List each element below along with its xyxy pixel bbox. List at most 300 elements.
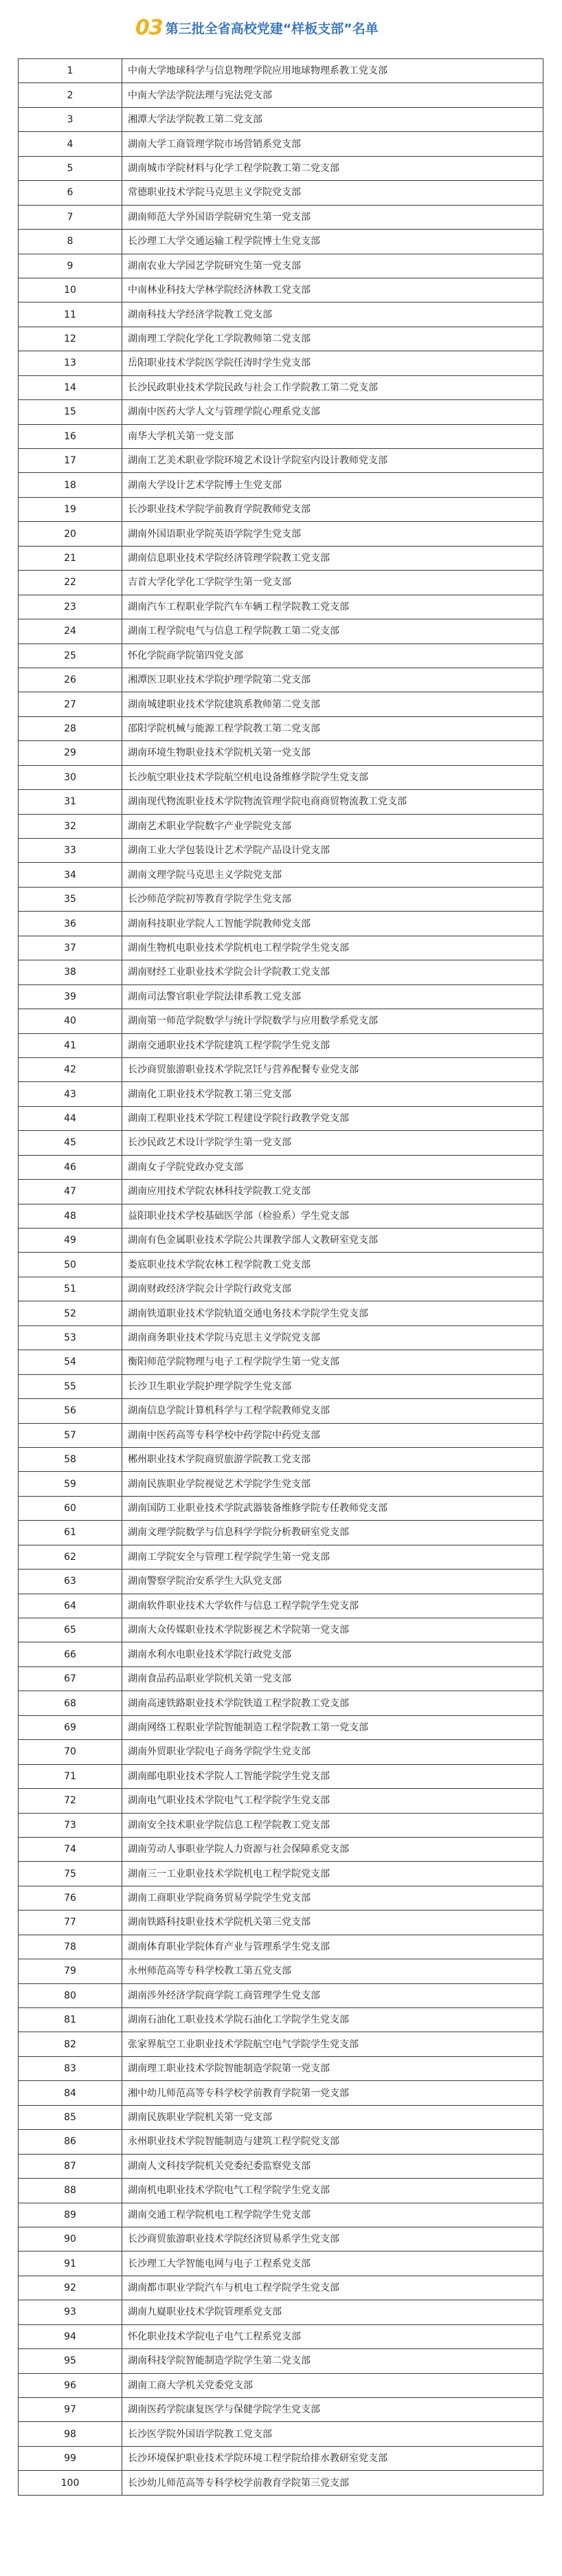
row-number: 13: [19, 351, 122, 375]
table-row: [19, 1837, 543, 1861]
branch-name: 湖南工业大学包装设计艺术学院产品设计党支部: [122, 839, 543, 863]
row-number: 27: [19, 692, 122, 716]
row-number: 87: [19, 2154, 122, 2178]
branch-name: 湖南生物机电职业技术学院机电工程学院学生党支部: [122, 936, 543, 960]
branch-name: 湖南文理学院马克思主义学院党支部: [122, 863, 543, 887]
branch-name: 湖南外国语职业学院英语学院学生党支部: [122, 522, 543, 546]
branch-name: 湖南应用技术学院农林科技学院教工党支部: [122, 1180, 543, 1204]
row-number: 4: [19, 132, 122, 156]
row-number: 67: [19, 1666, 122, 1691]
branch-name: 湖南九嶷职业技术学院管理系党支部: [122, 2300, 543, 2324]
branch-name: 湖南人文科技学院机关党委纪委监察党支部: [122, 2154, 543, 2178]
table-row: [19, 1350, 543, 1374]
branch-name: 湖南信息学院计算机科学与工程学院教师党支部: [122, 1399, 543, 1423]
row-number: 20: [19, 522, 122, 546]
table-row: [19, 327, 543, 351]
branch-name: 湖南网络工程职业学院智能制造工程学院教工第一党支部: [122, 1715, 543, 1739]
table-row: [19, 936, 543, 960]
table-row: [19, 1789, 543, 1813]
row-number: 69: [19, 1715, 122, 1739]
table-row: [19, 449, 543, 473]
row-number: 66: [19, 1642, 122, 1666]
row-number: 49: [19, 1229, 122, 1253]
table-row: [19, 1764, 543, 1788]
branch-name: 湖南第一师范学院数学与统计学院数学与应用数学系党支部: [122, 1009, 543, 1033]
table-row: [19, 1545, 543, 1569]
table-row: [19, 1740, 543, 1764]
branch-name: 湖南工艺美术职业学院环境艺术设计学院室内设计教师党支部: [122, 449, 543, 473]
table-row: [19, 181, 543, 205]
row-number: 46: [19, 1155, 122, 1179]
table-row: [19, 984, 543, 1009]
row-number: 11: [19, 302, 122, 327]
branch-name: 湖南中医药高等专科学校中药学院中药党支部: [122, 1423, 543, 1447]
table-row: [19, 400, 543, 424]
row-number: 22: [19, 571, 122, 595]
row-number: 60: [19, 1496, 122, 1520]
branch-name: 湖南交通职业技术学院建筑工程学院学生党支部: [122, 1033, 543, 1057]
row-number: 38: [19, 960, 122, 984]
branch-name: 湖南民族职业学院视觉艺术学院学生党支部: [122, 1472, 543, 1496]
row-number: 88: [19, 2179, 122, 2203]
branch-name: 湖南铁路科技职业技术学院机关第三党支部: [122, 1911, 543, 1935]
branch-name: 湖南工学院安全与管理工程学院学生第一党支部: [122, 1545, 543, 1569]
table-row: [19, 2422, 543, 2446]
branch-name: 长沙民政艺术设计学院学生第一党支部: [122, 1131, 543, 1155]
table-row: [19, 205, 543, 229]
row-number: 53: [19, 1325, 122, 1350]
table-row: [19, 546, 543, 570]
row-number: 36: [19, 912, 122, 936]
row-number: 5: [19, 156, 122, 180]
row-number: 48: [19, 1204, 122, 1228]
row-number: 91: [19, 2252, 122, 2276]
row-number: 72: [19, 1789, 122, 1813]
list-heading: [135, 14, 379, 41]
row-number: 59: [19, 1472, 122, 1496]
row-number: 79: [19, 1959, 122, 1983]
table-row: [19, 473, 543, 497]
section-number: 03: [135, 15, 163, 40]
table-row: [19, 1886, 543, 1910]
table-row: [19, 230, 543, 254]
row-number: 30: [19, 765, 122, 789]
branch-name: 湖南外贸职业学院电子商务学院学生党支部: [122, 1740, 543, 1764]
row-number: 50: [19, 1253, 122, 1277]
table-row: [19, 2373, 543, 2397]
branch-name: 湖南理工学院化学化工学院教师第二党支部: [122, 327, 543, 351]
branch-name: 长沙职业技术学院学前教育学院教师党支部: [122, 497, 543, 521]
row-number: 86: [19, 2130, 122, 2154]
row-number: 84: [19, 2081, 122, 2105]
branch-name: 湖南司法警官职业学院法律系教工党支部: [122, 984, 543, 1009]
table-row: [19, 1959, 543, 1983]
table-row: [19, 1691, 543, 1715]
table-row: [19, 2398, 543, 2422]
branch-name: 湖南化工职业技术学院教工第三党支部: [122, 1082, 543, 1106]
row-number: 51: [19, 1277, 122, 1301]
table-row: [19, 1082, 543, 1106]
table-row: [19, 2105, 543, 2129]
table-row: [19, 887, 543, 911]
branch-name: 湖南艺术职业学院数字产业学院党支部: [122, 814, 543, 838]
table-row: [19, 2154, 543, 2178]
row-number: 31: [19, 790, 122, 814]
row-number: 44: [19, 1106, 122, 1130]
row-number: 71: [19, 1764, 122, 1788]
row-number: 96: [19, 2373, 122, 2397]
branch-name: 湖南石油化工职业技术学院石油化工学院学生党支部: [122, 2008, 543, 2032]
branch-name: 湖南交通工程学院机电工程学院学生党支部: [122, 2203, 543, 2227]
row-number: 35: [19, 887, 122, 911]
branch-name: 怀化职业技术学院电子电气工程系党支部: [122, 2324, 543, 2348]
table-row: [19, 765, 543, 789]
branch-name: 长沙幼儿师范高等专科学校学前教育学院第三党支部: [122, 2471, 543, 2495]
row-number: 37: [19, 936, 122, 960]
branch-name: 长沙环境保护职业技术学院环境工程学院给排水教研室党支部: [122, 2446, 543, 2470]
branch-name: 湖南医药学院康复医学与保健学院学生党支部: [122, 2398, 543, 2422]
table-row: [19, 1057, 543, 1081]
row-number: 75: [19, 1862, 122, 1886]
table-row: [19, 2032, 543, 2056]
branch-name: 湖南安全技术职业学院信息工程学院教工党支部: [122, 1813, 543, 1837]
table-row: [19, 716, 543, 740]
row-number: 12: [19, 327, 122, 351]
table-row: [19, 1911, 543, 1935]
branch-name: 湖南汽车工程职业学院汽车车辆工程学院教工党支部: [122, 595, 543, 619]
row-number: 61: [19, 1521, 122, 1545]
branch-name: 湖南大学工商管理学院市场营销系党支部: [122, 132, 543, 156]
table-row: [19, 497, 543, 521]
row-number: 26: [19, 668, 122, 692]
table-row: [19, 59, 543, 83]
table-row: [19, 278, 543, 302]
branch-name: 湖南城建职业技术学院建筑系教师第二党支部: [122, 692, 543, 716]
table-row: [19, 2008, 543, 2032]
row-number: 7: [19, 205, 122, 229]
row-number: 82: [19, 2032, 122, 2056]
table-row: [19, 375, 543, 399]
branch-name: 长沙民政职业技术学院民政与社会工作学院教工第二党支部: [122, 375, 543, 399]
branch-name: 湖南食品药品职业学院机关第一党支部: [122, 1666, 543, 1691]
table-row: [19, 1472, 543, 1496]
row-number: 42: [19, 1057, 122, 1081]
row-number: 78: [19, 1935, 122, 1959]
row-number: 57: [19, 1423, 122, 1447]
row-number: 29: [19, 741, 122, 765]
branch-name: 湘潭医卫职业技术学院护理学院第二党支部: [122, 668, 543, 692]
branch-name: 湖南机电职业技术学院电气工程学院学生党支部: [122, 2179, 543, 2203]
row-number: 8: [19, 230, 122, 254]
row-number: 98: [19, 2422, 122, 2446]
row-number: 62: [19, 1545, 122, 1569]
row-number: 97: [19, 2398, 122, 2422]
table-row: [19, 1862, 543, 1886]
row-number: 80: [19, 1983, 122, 2007]
row-number: 9: [19, 254, 122, 278]
branch-name: 长沙卫生职业学院护理学院学生党支部: [122, 1374, 543, 1398]
table-row: [19, 839, 543, 863]
row-number: 92: [19, 2276, 122, 2300]
row-number: 10: [19, 278, 122, 302]
row-number: 63: [19, 1570, 122, 1594]
branch-name: 衡阳师范学院物理与电子工程学院学生第一党支部: [122, 1350, 543, 1374]
branch-name: 湖南电气职业技术学院电气工程学院学生党支部: [122, 1789, 543, 1813]
branch-name: 中南大学法学院法理与宪法党支部: [122, 83, 543, 107]
branch-name: 湖南财经工业职业技术学院会计学院教工党支部: [122, 960, 543, 984]
table-row: [19, 2324, 543, 2348]
table-row: [19, 1521, 543, 1545]
branch-name: 益阳职业技术学校基础医学部（检验系）学生党支部: [122, 1204, 543, 1228]
table-row: [19, 1715, 543, 1739]
branch-name: 永州师范高等专科学校教工第五党支部: [122, 1959, 543, 1983]
table-row: [19, 741, 543, 765]
branch-name: 湖南大众传媒职业技术学院影视艺术学院第一党支部: [122, 1618, 543, 1642]
table-row: [19, 1229, 543, 1253]
row-number: 33: [19, 839, 122, 863]
table-row: [19, 1642, 543, 1666]
table-row: [19, 960, 543, 984]
row-number: 76: [19, 1886, 122, 1910]
row-number: 85: [19, 2105, 122, 2129]
branch-name: 湖南邮电职业技术学院人工智能学院学生党支部: [122, 1764, 543, 1788]
branch-name: 长沙商贸旅游职业技术学院经济贸易系学生党支部: [122, 2227, 543, 2251]
row-number: 45: [19, 1131, 122, 1155]
row-number: 52: [19, 1301, 122, 1325]
branch-name: 湖南工商职业学院商务贸易学院学生党支部: [122, 1886, 543, 1910]
branch-name: 岳阳职业技术学院医学院任涛时学生党支部: [122, 351, 543, 375]
branch-name: 湖南水利水电职业技术学院行政党支部: [122, 1642, 543, 1666]
branch-name: 长沙医学院外国语学院教工党支部: [122, 2422, 543, 2446]
table-row: [19, 1009, 543, 1033]
branch-name: 湖南文理学院数学与信息科学学院分析教研室党支部: [122, 1521, 543, 1545]
branch-name: 湖南涉外经济学院商学院工商管理学生党支部: [122, 1983, 543, 2007]
table-row: [19, 1447, 543, 1471]
branch-name: 湖南铁道职业技术学院轨道交通电务技术学院学生党支部: [122, 1301, 543, 1325]
row-number: 18: [19, 473, 122, 497]
row-number: 68: [19, 1691, 122, 1715]
table-row: [19, 522, 543, 546]
branch-name: 湖南环境生物职业技术学院机关第一党支部: [122, 741, 543, 765]
row-number: 56: [19, 1399, 122, 1423]
branch-name: 湖南三一工业职业技术学院机电工程学院党支部: [122, 1862, 543, 1886]
branch-name: 湖南工程职业技术学院工程建设学院行政教学党支部: [122, 1106, 543, 1130]
branch-name: 湖南软件职业技术大学软件与信息工程学院学生党支部: [122, 1594, 543, 1618]
table-row: [19, 619, 543, 643]
row-number: 39: [19, 984, 122, 1009]
table-row: [19, 2081, 543, 2105]
branch-name: 中南大学地球科学与信息物理学院应用地球物理系教工党支部: [122, 59, 543, 83]
branch-name: 湘中幼儿师范高等专科学校学前教育学院第一党支部: [122, 2081, 543, 2105]
table-row: [19, 1180, 543, 1204]
branch-name: 湖南工商大学机关党委党支部: [122, 2373, 543, 2397]
table-row: [19, 83, 543, 107]
table-row: [19, 2130, 543, 2154]
row-number: 24: [19, 619, 122, 643]
table-row: [19, 1496, 543, 1520]
row-number: 34: [19, 863, 122, 887]
branch-name: 湖南中医药大学人文与管理学院心理系党支部: [122, 400, 543, 424]
table-row: [19, 2203, 543, 2227]
row-number: 89: [19, 2203, 122, 2227]
row-number: 40: [19, 1009, 122, 1033]
table-body: [19, 59, 543, 2496]
table-row: [19, 1666, 543, 1691]
row-number: 64: [19, 1594, 122, 1618]
row-number: 3: [19, 107, 122, 131]
row-number: 15: [19, 400, 122, 424]
row-number: 81: [19, 2008, 122, 2032]
table-row: [19, 1131, 543, 1155]
row-number: 99: [19, 2446, 122, 2470]
branch-name: 中南林业科技大学林学院经济林教工党支部: [122, 278, 543, 302]
table-row: [19, 2252, 543, 2276]
table-row: [19, 814, 543, 838]
row-number: 23: [19, 595, 122, 619]
row-number: 55: [19, 1374, 122, 1398]
table-row: [19, 1570, 543, 1594]
branch-name: 湖南信息职业技术学院经济管理学院教工党支部: [122, 546, 543, 570]
table-row: [19, 2446, 543, 2470]
row-number: 58: [19, 1447, 122, 1471]
table-row: [19, 1423, 543, 1447]
branch-name: 湖南民族职业学院机关第一党支部: [122, 2105, 543, 2129]
branch-name: 湖南女子学院党政办党支部: [122, 1155, 543, 1179]
table-row: [19, 1033, 543, 1057]
row-number: 90: [19, 2227, 122, 2251]
table-row: [19, 2300, 543, 2324]
branch-name: 湖南农业大学园艺学院研究生第一党支部: [122, 254, 543, 278]
row-number: 21: [19, 546, 122, 570]
row-number: 28: [19, 716, 122, 740]
table-row: [19, 2179, 543, 2203]
row-number: 74: [19, 1837, 122, 1861]
branch-name: 郴州职业技术学院商贸旅游学院教工党支部: [122, 1447, 543, 1471]
table-row: [19, 1155, 543, 1179]
branch-name: 湖南科技职业学院人工智能学院教师党支部: [122, 912, 543, 936]
row-number: 14: [19, 375, 122, 399]
table-row: [19, 254, 543, 278]
branch-name: 怀化学院商学院第四党支部: [122, 643, 543, 668]
branch-name: 娄底职业技术学院农林工程学院教工党支部: [122, 1253, 543, 1277]
row-number: 2: [19, 83, 122, 107]
table-row: [19, 351, 543, 375]
table-row: [19, 1399, 543, 1423]
row-number: 83: [19, 2056, 122, 2080]
table-row: [19, 302, 543, 327]
row-number: 54: [19, 1350, 122, 1374]
row-number: 95: [19, 2349, 122, 2373]
branch-name: 湖南商务职业技术学院马克思主义学院党支部: [122, 1325, 543, 1350]
row-number: 19: [19, 497, 122, 521]
table-row: [19, 2471, 543, 2495]
row-number: 17: [19, 449, 122, 473]
branch-name: 湖南高速铁路职业技术学院铁道工程学院教工党支部: [122, 1691, 543, 1715]
branch-name: 永州职业技术学院智能制造与建筑工程学院党支部: [122, 2130, 543, 2154]
table-row: [19, 1325, 543, 1350]
branch-name: 湖南劳动人事职业学院人力资源与社会保障系党支部: [122, 1837, 543, 1861]
row-number: 43: [19, 1082, 122, 1106]
branch-name: 湖南财政经济学院会计学院行政党支部: [122, 1277, 543, 1301]
table-row: [19, 643, 543, 668]
row-number: 100: [19, 2471, 122, 2495]
branch-name: 湖南国防工业职业技术学院武器装备维修学院专任教师党支部: [122, 1496, 543, 1520]
table-row: [19, 1204, 543, 1228]
branch-name: 湖南大学设计艺术学院博士生党支部: [122, 473, 543, 497]
branch-name: 湖南师范大学外国语学院研究生第一党支部: [122, 205, 543, 229]
table-row: [19, 1594, 543, 1618]
branch-name: 湖南科技学院智能制造学院学生第二党支部: [122, 2349, 543, 2373]
table-row: [19, 790, 543, 814]
row-number: 1: [19, 59, 122, 83]
table-row: [19, 1618, 543, 1642]
branch-name: 湖南科技大学经济学院教工党支部: [122, 302, 543, 327]
table-row: [19, 1253, 543, 1277]
table-row: [19, 1935, 543, 1959]
row-number: 41: [19, 1033, 122, 1057]
branch-name: 湖南有色金属职业技术学院公共课教学部人文教研室党支部: [122, 1229, 543, 1253]
branch-name: 长沙航空职业技术学院航空机电设备维修学院学生党支部: [122, 765, 543, 789]
row-number: 16: [19, 424, 122, 448]
branch-name: 湖南都市职业学院汽车与机电工程学院学生党支部: [122, 2276, 543, 2300]
row-number: 94: [19, 2324, 122, 2348]
branch-name: 张家界航空工业职业技术学院航空电气学院学生党支部: [122, 2032, 543, 2056]
table-row: [19, 1374, 543, 1398]
branch-name: 吉首大学化学化工学院学生第一党支部: [122, 571, 543, 595]
branch-name: 长沙师范学院初等教育学院学生党支部: [122, 887, 543, 911]
table-row: [19, 424, 543, 448]
branch-name: 长沙理工大学智能电网与电子工程系党支部: [122, 2252, 543, 2276]
branch-name: 南华大学机关第一党支部: [122, 424, 543, 448]
table-row: [19, 1277, 543, 1301]
table-row: [19, 571, 543, 595]
table-row: [19, 1106, 543, 1130]
branch-name: 湖南体育职业学院体育产业与管理系学生党支部: [122, 1935, 543, 1959]
table-row: [19, 2349, 543, 2373]
table-row: [19, 2056, 543, 2080]
branch-name: 长沙理工大学交通运输工程学院博士生党支部: [122, 230, 543, 254]
table-row: [19, 132, 543, 156]
row-number: 32: [19, 814, 122, 838]
branch-name: 长沙商贸旅游职业技术学院烹饪与营养配餐专业党支部: [122, 1057, 543, 1081]
row-number: 6: [19, 181, 122, 205]
table-row: [19, 156, 543, 180]
table-row: [19, 1301, 543, 1325]
row-number: 77: [19, 1911, 122, 1935]
branch-name: 邵阳学院机械与能源工程学院教工第二党支部: [122, 716, 543, 740]
table-row: [19, 595, 543, 619]
table-row: [19, 1813, 543, 1837]
branch-name: 湖南现代物流职业技术学院物流管理学院电商商贸物流教工党支部: [122, 790, 543, 814]
table-row: [19, 1983, 543, 2007]
table-row: [19, 912, 543, 936]
branch-list-table: [18, 58, 543, 2496]
row-number: 25: [19, 643, 122, 668]
row-number: 65: [19, 1618, 122, 1642]
branch-name: 常德职业技术学院马克思主义学院党支部: [122, 181, 543, 205]
table-row: [19, 692, 543, 716]
branch-name: 湖南城市学院材料与化学工程学院教工第二党支部: [122, 156, 543, 180]
row-number: 47: [19, 1180, 122, 1204]
table-row: [19, 2227, 543, 2251]
table-row: [19, 863, 543, 887]
row-number: 93: [19, 2300, 122, 2324]
row-number: 70: [19, 1740, 122, 1764]
branch-name: 湖南工程学院电气与信息工程学院教工第二党支部: [122, 619, 543, 643]
table-row: [19, 668, 543, 692]
row-number: 73: [19, 1813, 122, 1837]
table-row: [19, 107, 543, 131]
